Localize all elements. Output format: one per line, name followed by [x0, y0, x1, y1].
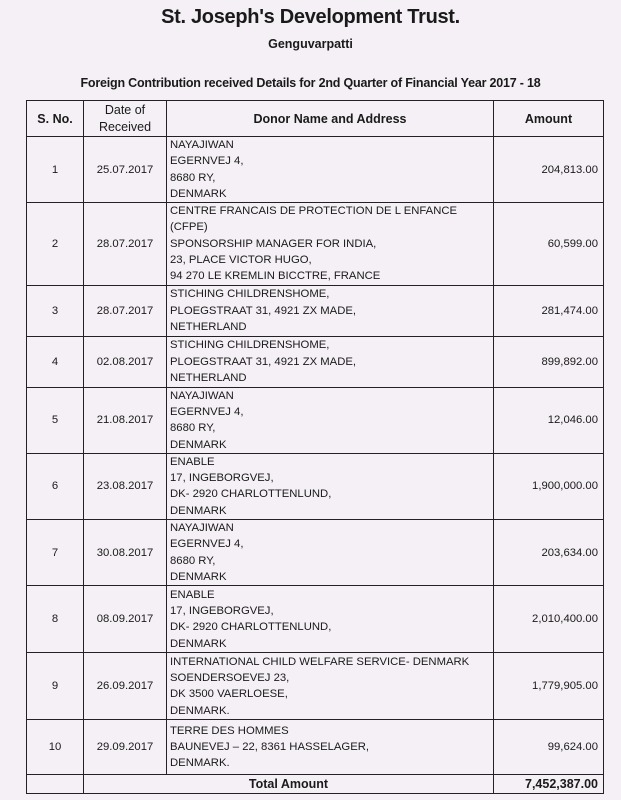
amount: 1,779,905.00 [494, 653, 604, 720]
date-received: 30.08.2017 [84, 520, 167, 586]
amount: 60,599.00 [494, 203, 604, 285]
table-row [27, 285, 604, 336]
date-received: 26.09.2017 [84, 653, 167, 720]
donor-address-line: BAUNEVEJ – 22, 8361 HASSELAGER, [170, 741, 370, 754]
amount: 1,900,000.00 [494, 453, 604, 519]
table-row [27, 520, 604, 586]
donor-address-line: PLOEGSTRAAT 31, 4921 ZX MADE, [170, 355, 357, 368]
table-row [27, 653, 604, 720]
total-row [27, 775, 604, 794]
column-header-amount: Amount [494, 101, 604, 137]
date-received: 23.08.2017 [84, 453, 167, 519]
donor-address-line: DK- 2920 CHARLOTTENLUND, [170, 488, 332, 501]
table-row [27, 453, 604, 519]
donor-address-line: DK- 2920 CHARLOTTENLUND, [170, 621, 332, 634]
donor-address-line: 8680 RY, [170, 422, 216, 435]
donor-name: STICHING CHILDRENSHOME, [170, 288, 330, 301]
donor-address-line: EGERNVEJ 4, [170, 155, 244, 168]
donor-address-line: EGERNVEJ 4, [170, 405, 244, 418]
column-header-date: Date of Received [84, 101, 167, 137]
donor-address-line: DENMARK [170, 637, 227, 650]
donor-name: ENABLE [170, 455, 215, 468]
total-label: Total Amount [84, 775, 494, 794]
date-received: 28.07.2017 [84, 203, 167, 285]
date-received: 28.07.2017 [84, 285, 167, 336]
amount: 899,892.00 [494, 336, 604, 387]
serial-number: 1 [27, 137, 84, 203]
donor-address-line: 17, INGEBORGVEJ, [170, 472, 274, 485]
donor-address-line: EGERNVEJ 4, [170, 538, 244, 551]
amount: 12,046.00 [494, 387, 604, 453]
date-received: 02.08.2017 [84, 336, 167, 387]
table-row [27, 336, 604, 387]
donor-address-line: DENMARK [170, 438, 227, 451]
date-received: 21.08.2017 [84, 387, 167, 453]
amount: 2,010,400.00 [494, 586, 604, 653]
donor-name: NAYAJIWAN [170, 389, 234, 402]
donor-address-line: NETHERLAND [170, 320, 247, 333]
serial-number: 9 [27, 653, 84, 720]
document-subtitle: Genguvarpatti [268, 37, 353, 51]
donor-address-line: 23, PLACE VICTOR HUGO, [170, 254, 312, 267]
amount: 99,624.00 [494, 720, 604, 775]
donor-address-line: 17, INGEBORGVEJ, [170, 604, 274, 617]
donor-address-line: DENMARK. [170, 704, 230, 717]
column-header-sno: S. No. [27, 101, 84, 137]
donor-name-address [167, 285, 494, 336]
table-row [27, 137, 604, 203]
serial-number: 6 [27, 453, 84, 519]
table-header-row [27, 101, 604, 137]
donor-name-address [167, 453, 494, 519]
table-row [27, 720, 604, 775]
table-row [27, 203, 604, 285]
total-amount: 7,452,387.00 [494, 775, 604, 794]
serial-number: 4 [27, 336, 84, 387]
table-row [27, 387, 604, 453]
donor-name-address [167, 653, 494, 720]
donor-name: CENTRE FRANCAIS DE PROTECTION DE L ENFANCE (CFPE) [170, 205, 458, 234]
donor-address-line: 94 270 LE KREMLIN BICCTRE, FRANCE [170, 270, 381, 283]
donor-address-line: DENMARK [170, 504, 227, 517]
donor-name-address [167, 520, 494, 586]
donor-name-address [167, 336, 494, 387]
donor-name-address [167, 387, 494, 453]
serial-number: 3 [27, 285, 84, 336]
serial-number: 2 [27, 203, 84, 285]
serial-number: 5 [27, 387, 84, 453]
donor-address-line: DENMARK. [170, 757, 230, 770]
donor-address-line: DENMARK [170, 187, 227, 200]
donor-address-line: 8680 RY, [170, 554, 216, 567]
donor-name-address [167, 586, 494, 653]
contributions-table [26, 100, 604, 794]
donor-address-line: DENMARK [170, 570, 227, 583]
donor-address-line: PLOEGSTRAAT 31, 4921 ZX MADE, [170, 304, 357, 317]
document-title: St. Joseph's Development Trust. [161, 6, 460, 28]
serial-number: 10 [27, 720, 84, 775]
serial-number: 7 [27, 520, 84, 586]
donor-name: NAYAJIWAN [170, 522, 234, 535]
column-header-donor: Donor Name and Address [167, 101, 494, 137]
date-received: 29.09.2017 [84, 720, 167, 775]
amount: 281,474.00 [494, 285, 604, 336]
donor-address-line: SPONSORSHIP MANAGER FOR INDIA, [170, 237, 377, 250]
report-heading: Foreign Contribution received Details for 2nd Quarter of Financial Year 2017 - 18 [80, 76, 541, 90]
donor-name: TERRE DES HOMMES [170, 724, 289, 737]
donor-name: INTERNATIONAL CHILD WELFARE SERVICE- DENMARK [170, 655, 470, 668]
donor-name: ENABLE [170, 588, 215, 601]
amount: 203,634.00 [494, 520, 604, 586]
total-empty-cell [27, 775, 84, 794]
donor-address-line: NETHERLAND [170, 371, 247, 384]
donor-name: STICHING CHILDRENSHOME, [170, 339, 330, 352]
date-received: 25.07.2017 [84, 137, 167, 203]
table-row [27, 586, 604, 653]
donor-address-line: DK 3500 VAERLOESE, [170, 688, 288, 701]
donor-name-address [167, 137, 494, 203]
donor-address-line: 8680 RY, [170, 171, 216, 184]
serial-number: 8 [27, 586, 84, 653]
donor-address-line: SOENDERSOEVEJ 23, [170, 671, 290, 684]
donor-name-address [167, 203, 494, 285]
amount: 204,813.00 [494, 137, 604, 203]
date-received: 08.09.2017 [84, 586, 167, 653]
donor-name-address [167, 720, 494, 775]
donor-name: NAYAJIWAN [170, 139, 234, 151]
